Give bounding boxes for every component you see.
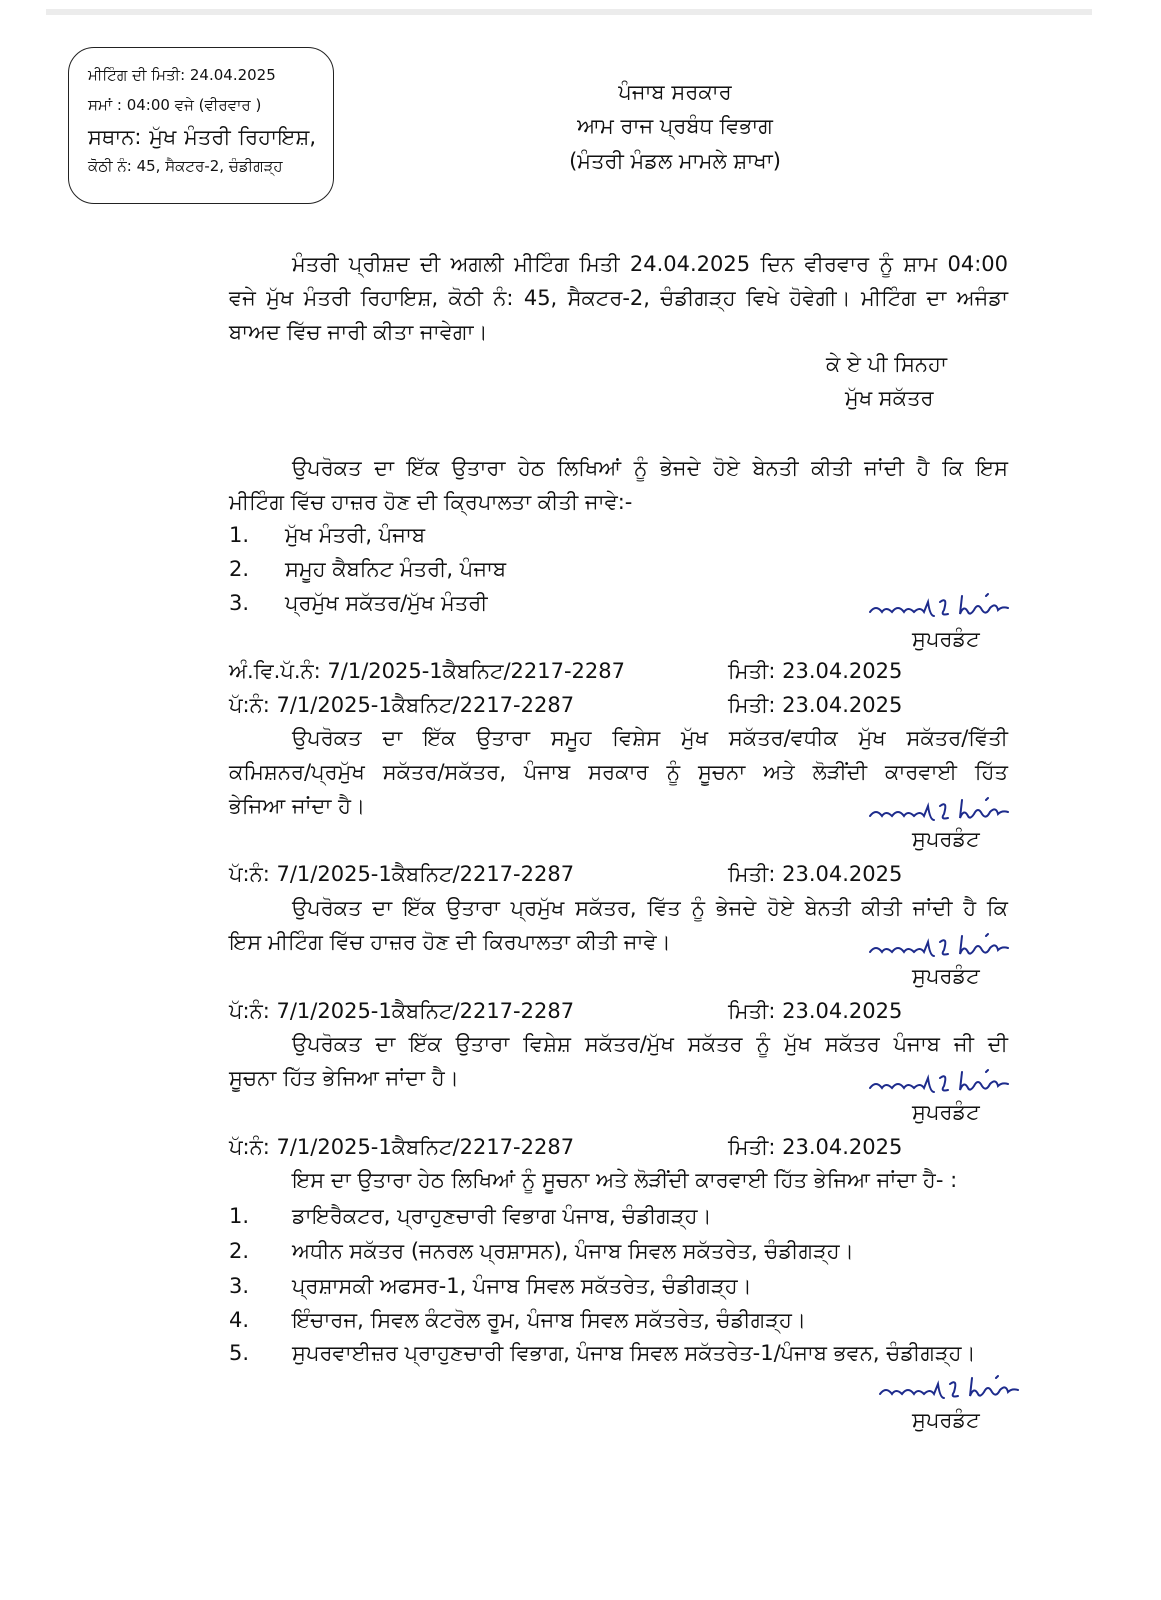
- section5-item5-text: ਸੁਪਰਵਾਈਜ਼ਰ ਪ੍ਰਾਹੁਣਚਾਰੀ ਵਿਭਾਗ, ਪੰਜਾਬ ਸਿਵਲ ਸਕੱਤਰੇਤ-1/ਪੰਜਾਬ ਭਵਨ, ਚੰਡੀਗੜ੍ਹ।: [292, 1341, 976, 1365]
- section5-item3-num: 3.: [229, 1274, 250, 1298]
- header-govt: ਪੰਜਾਬ ਸਰਕਾਰ: [618, 80, 732, 104]
- section5-item1-num: 1.: [229, 1204, 250, 1228]
- intro-line3: ਬਾਅਦ ਵਿੱਚ ਜਾਰੀ ਕੀਤਾ ਜਾਵੇਗਾ।: [229, 320, 488, 344]
- section3-line1: ਉਪਰੋਕਤ ਦਾ ਇੱਕ ਉਤਾਰਾ ਪ੍ਰਮੁੱਖ ਸਕੱਤਰ, ਵਿੱਤ ਨੂੰ ਭੇਜਦੇ ਹੋਏ ਬੇਨਤੀ ਕੀਤੀ ਜਾਂਦੀ ਹੈ ਕਿ: [292, 896, 1008, 920]
- section5-item5-num: 5.: [229, 1341, 250, 1365]
- meeting-time: ਸਮਾਂ : 04:00 ਵਜੇ (ਵੀਰਵਾਰ ): [88, 96, 262, 114]
- intro-line1: ਮੰਤਰੀ ਪ੍ਰੀਸ਼ਦ ਦੀ ਅਗਲੀ ਮੀਟਿੰਗ ਮਿਤੀ 24.04.2025 ਦਿਨ ਵੀਰਵਾਰ ਨੂੰ ਸ਼ਾਮ 04:00: [292, 252, 1008, 276]
- signature-3: [866, 930, 1036, 966]
- superintendent-4: ਸੁਪਰਡੰਟ: [912, 1100, 980, 1124]
- section3-date: ਮਿਤੀ: 23.04.2025: [728, 862, 903, 886]
- superintendent-2: ਸੁਪਰਡੰਟ: [912, 827, 980, 851]
- section5-item4-text: ਇੰਚਾਰਜ, ਸਿਵਲ ਕੰਟਰੋਲ ਰੂਮ, ਪੰਜਾਬ ਸਿਵਲ ਸਕੱਤਰੇਤ, ਚੰਡੀਗੜ੍ਹ।: [292, 1308, 806, 1332]
- section2-date: ਮਿਤੀ: 23.04.2025: [728, 693, 903, 717]
- section2-ref: ਪੱ:ਨੰ: 7/1/2025-1ਕੈਬਨਿਟ/2217-2287: [229, 693, 575, 717]
- section1-item1-num: 1.: [229, 523, 250, 547]
- signature-5: [876, 1372, 1046, 1408]
- section5-item1-text: ਡਾਇਰੈਕਟਰ, ਪ੍ਰਾਹੁਣਚਾਰੀ ਵਿਭਾਗ ਪੰਜਾਬ, ਚੰਡੀਗੜ੍ਹ।: [292, 1204, 712, 1228]
- top-edge-bar: [46, 9, 1092, 15]
- superintendent-1: ਸੁਪਰਡੰਟ: [912, 627, 980, 651]
- section5-line1: ਇਸ ਦਾ ਉਤਾਰਾ ਹੇਠ ਲਿਖਿਆਂ ਨੂੰ ਸੂਚਨਾ ਅਤੇ ਲੋੜੀਂਦੀ ਕਾਰਵਾਈ ਹਿੱਤ ਭੇਜਿਆ ਜਾਂਦਾ ਹੈ- :: [292, 1168, 958, 1192]
- section4-line1: ਉਪਰੋਕਤ ਦਾ ਇੱਕ ਉਤਾਰਾ ਵਿਸ਼ੇਸ਼ ਸਕੱਤਰ/ਮੁੱਖ ਸਕੱਤਰ ਨੂੰ ਮੁੱਖ ਸਕੱਤਰ ਪੰਜਾਬ ਜੀ ਦੀ: [292, 1032, 1008, 1056]
- section1-item3-num: 3.: [229, 591, 250, 615]
- section3-line2: ਇਸ ਮੀਟਿੰਗ ਵਿੱਚ ਹਾਜ਼ਰ ਹੋਣ ਦੀ ਕਿਰਪਾਲਤਾ ਕੀਤੀ ਜਾਵੇ।: [229, 930, 671, 954]
- section5-item3-text: ਪ੍ਰਸ਼ਾਸਕੀ ਅਫਸਰ-1, ਪੰਜਾਬ ਸਿਵਲ ਸਕੱਤਰੇਤ, ਚੰਡੀਗੜ੍ਹ।: [292, 1274, 752, 1298]
- signature-1: [866, 590, 1036, 626]
- section1-item2-num: 2.: [229, 557, 250, 581]
- section1-line1: ਉਪਰੋਕਤ ਦਾ ਇੱਕ ਉਤਾਰਾ ਹੇਠ ਲਿਖਿਆਂ ਨੂੰ ਭੇਜਦੇ ਹੋਏ ਬੇਨਤੀ ਕੀਤੀ ਜਾਂਦੀ ਹੈ ਕਿ ਇਸ: [292, 456, 1008, 480]
- endorsement-do-ref: ਅੰ.ਵਿ.ਪੱ.ਨੰ: 7/1/2025-1ਕੈਬਨਿਟ/2217-2287: [229, 659, 625, 683]
- section1-item3-text: ਪ੍ਰਮੁੱਖ ਸਕੱਤਰ/ਮੁੱਖ ਮੰਤਰੀ: [285, 591, 488, 615]
- meeting-date: ਮੀਟਿੰਗ ਦੀ ਮਿਤੀ: 24.04.2025: [88, 66, 276, 84]
- intro-line2: ਵਜੇ ਮੁੱਖ ਮੰਤਰੀ ਰਿਹਾਇਸ਼, ਕੋਠੀ ਨੰ: 45, ਸੈਕਟਰ-2, ਚੰਡੀਗੜ੍ਹ ਵਿਖੇ ਹੋਵੇਗੀ। ਮੀਟਿੰਗ ਦਾ ਅਜੰਡਾ: [229, 286, 1008, 310]
- meeting-place-line1: ਸਥਾਨ: ਮੁੱਖ ਮੰਤਰੀ ਰਿਹਾਇਸ਼,: [88, 125, 316, 149]
- section2-line1: ਉਪਰੋਕਤ ਦਾ ਇੱਕ ਉਤਾਰਾ ਸਮੂਹ ਵਿਸ਼ੇਸ ਮੁੱਖ ਸਕੱਤਰ/ਵਧੀਕ ਮੁੱਖ ਸਕੱਤਰ/ਵਿੱਤੀ: [292, 726, 1008, 750]
- section1-item2-text: ਸਮੂਹ ਕੈਬਨਿਟ ਮੰਤਰੀ, ਪੰਜਾਬ: [285, 557, 507, 581]
- section5-date: ਮਿਤੀ: 23.04.2025: [728, 1135, 903, 1159]
- superintendent-3: ਸੁਪਰਡੰਟ: [912, 964, 980, 988]
- header-department: ਆਮ ਰਾਜ ਪ੍ਰਬੰਧ ਵਿਭਾਗ: [577, 114, 773, 138]
- chief-secretary-title: ਮੁੱਖ ਸਕੱਤਰ: [845, 386, 934, 410]
- signature-2: [866, 794, 1036, 830]
- superintendent-5: ਸੁਪਰਡੰਟ: [912, 1408, 980, 1432]
- header-branch: (ਮੰਤਰੀ ਮੰਡਲ ਮਾਮਲੇ ਸ਼ਾਖਾ): [569, 149, 781, 173]
- signature-4: [866, 1066, 1036, 1102]
- section5-item4-num: 4.: [229, 1308, 250, 1332]
- section1-line2: ਮੀਟਿੰਗ ਵਿੱਚ ਹਾਜ਼ਰ ਹੋਣ ਦੀ ਕ੍ਰਿਪਾਲਤਾ ਕੀਤੀ ਜਾਵੇ:-: [229, 490, 633, 514]
- section4-line2: ਸੂਚਨਾ ਹਿੱਤ ਭੇਜਿਆ ਜਾਂਦਾ ਹੈ।: [229, 1066, 459, 1090]
- endorsement-do-date: ਮਿਤੀ: 23.04.2025: [728, 659, 903, 683]
- section2-line2: ਕਮਿਸ਼ਨਰ/ਪ੍ਰਮੁੱਖ ਸਕੱਤਰ/ਸਕੱਤਰ, ਪੰਜਾਬ ਸਰਕਾਰ ਨੂੰ ਸੂਚਨਾ ਅਤੇ ਲੋੜੀਂਦੀ ਕਾਰਵਾਈ ਹਿੱਤ: [229, 760, 1008, 784]
- section5-item2-text: ਅਧੀਨ ਸਕੱਤਰ (ਜਨਰਲ ਪ੍ਰਸ਼ਾਸਨ), ਪੰਜਾਬ ਸਿਵਲ ਸਕੱਤਰੇਤ, ਚੰਡੀਗੜ੍ਹ।: [292, 1239, 854, 1263]
- chief-secretary-name: ਕੇ ਏ ਪੀ ਸਿਨਹਾ: [826, 352, 947, 376]
- section2-line3: ਭੇਜਿਆ ਜਾਂਦਾ ਹੈ।: [229, 794, 366, 818]
- section5-item2-num: 2.: [229, 1239, 250, 1263]
- section5-ref: ਪੱ:ਨੰ: 7/1/2025-1ਕੈਬਨਿਟ/2217-2287: [229, 1135, 575, 1159]
- section3-ref: ਪੱ:ਨੰ: 7/1/2025-1ਕੈਬਨਿਟ/2217-2287: [229, 862, 575, 886]
- section1-item1-text: ਮੁੱਖ ਮੰਤਰੀ, ਪੰਜਾਬ: [285, 523, 426, 547]
- meeting-place-line2: ਕੋਠੀ ਨੰ: 45, ਸੈਕਟਰ-2, ਚੰਡੀਗੜ੍ਹ: [88, 157, 283, 175]
- section4-ref: ਪੱ:ਨੰ: 7/1/2025-1ਕੈਬਨਿਟ/2217-2287: [229, 999, 575, 1023]
- section4-date: ਮਿਤੀ: 23.04.2025: [728, 999, 903, 1023]
